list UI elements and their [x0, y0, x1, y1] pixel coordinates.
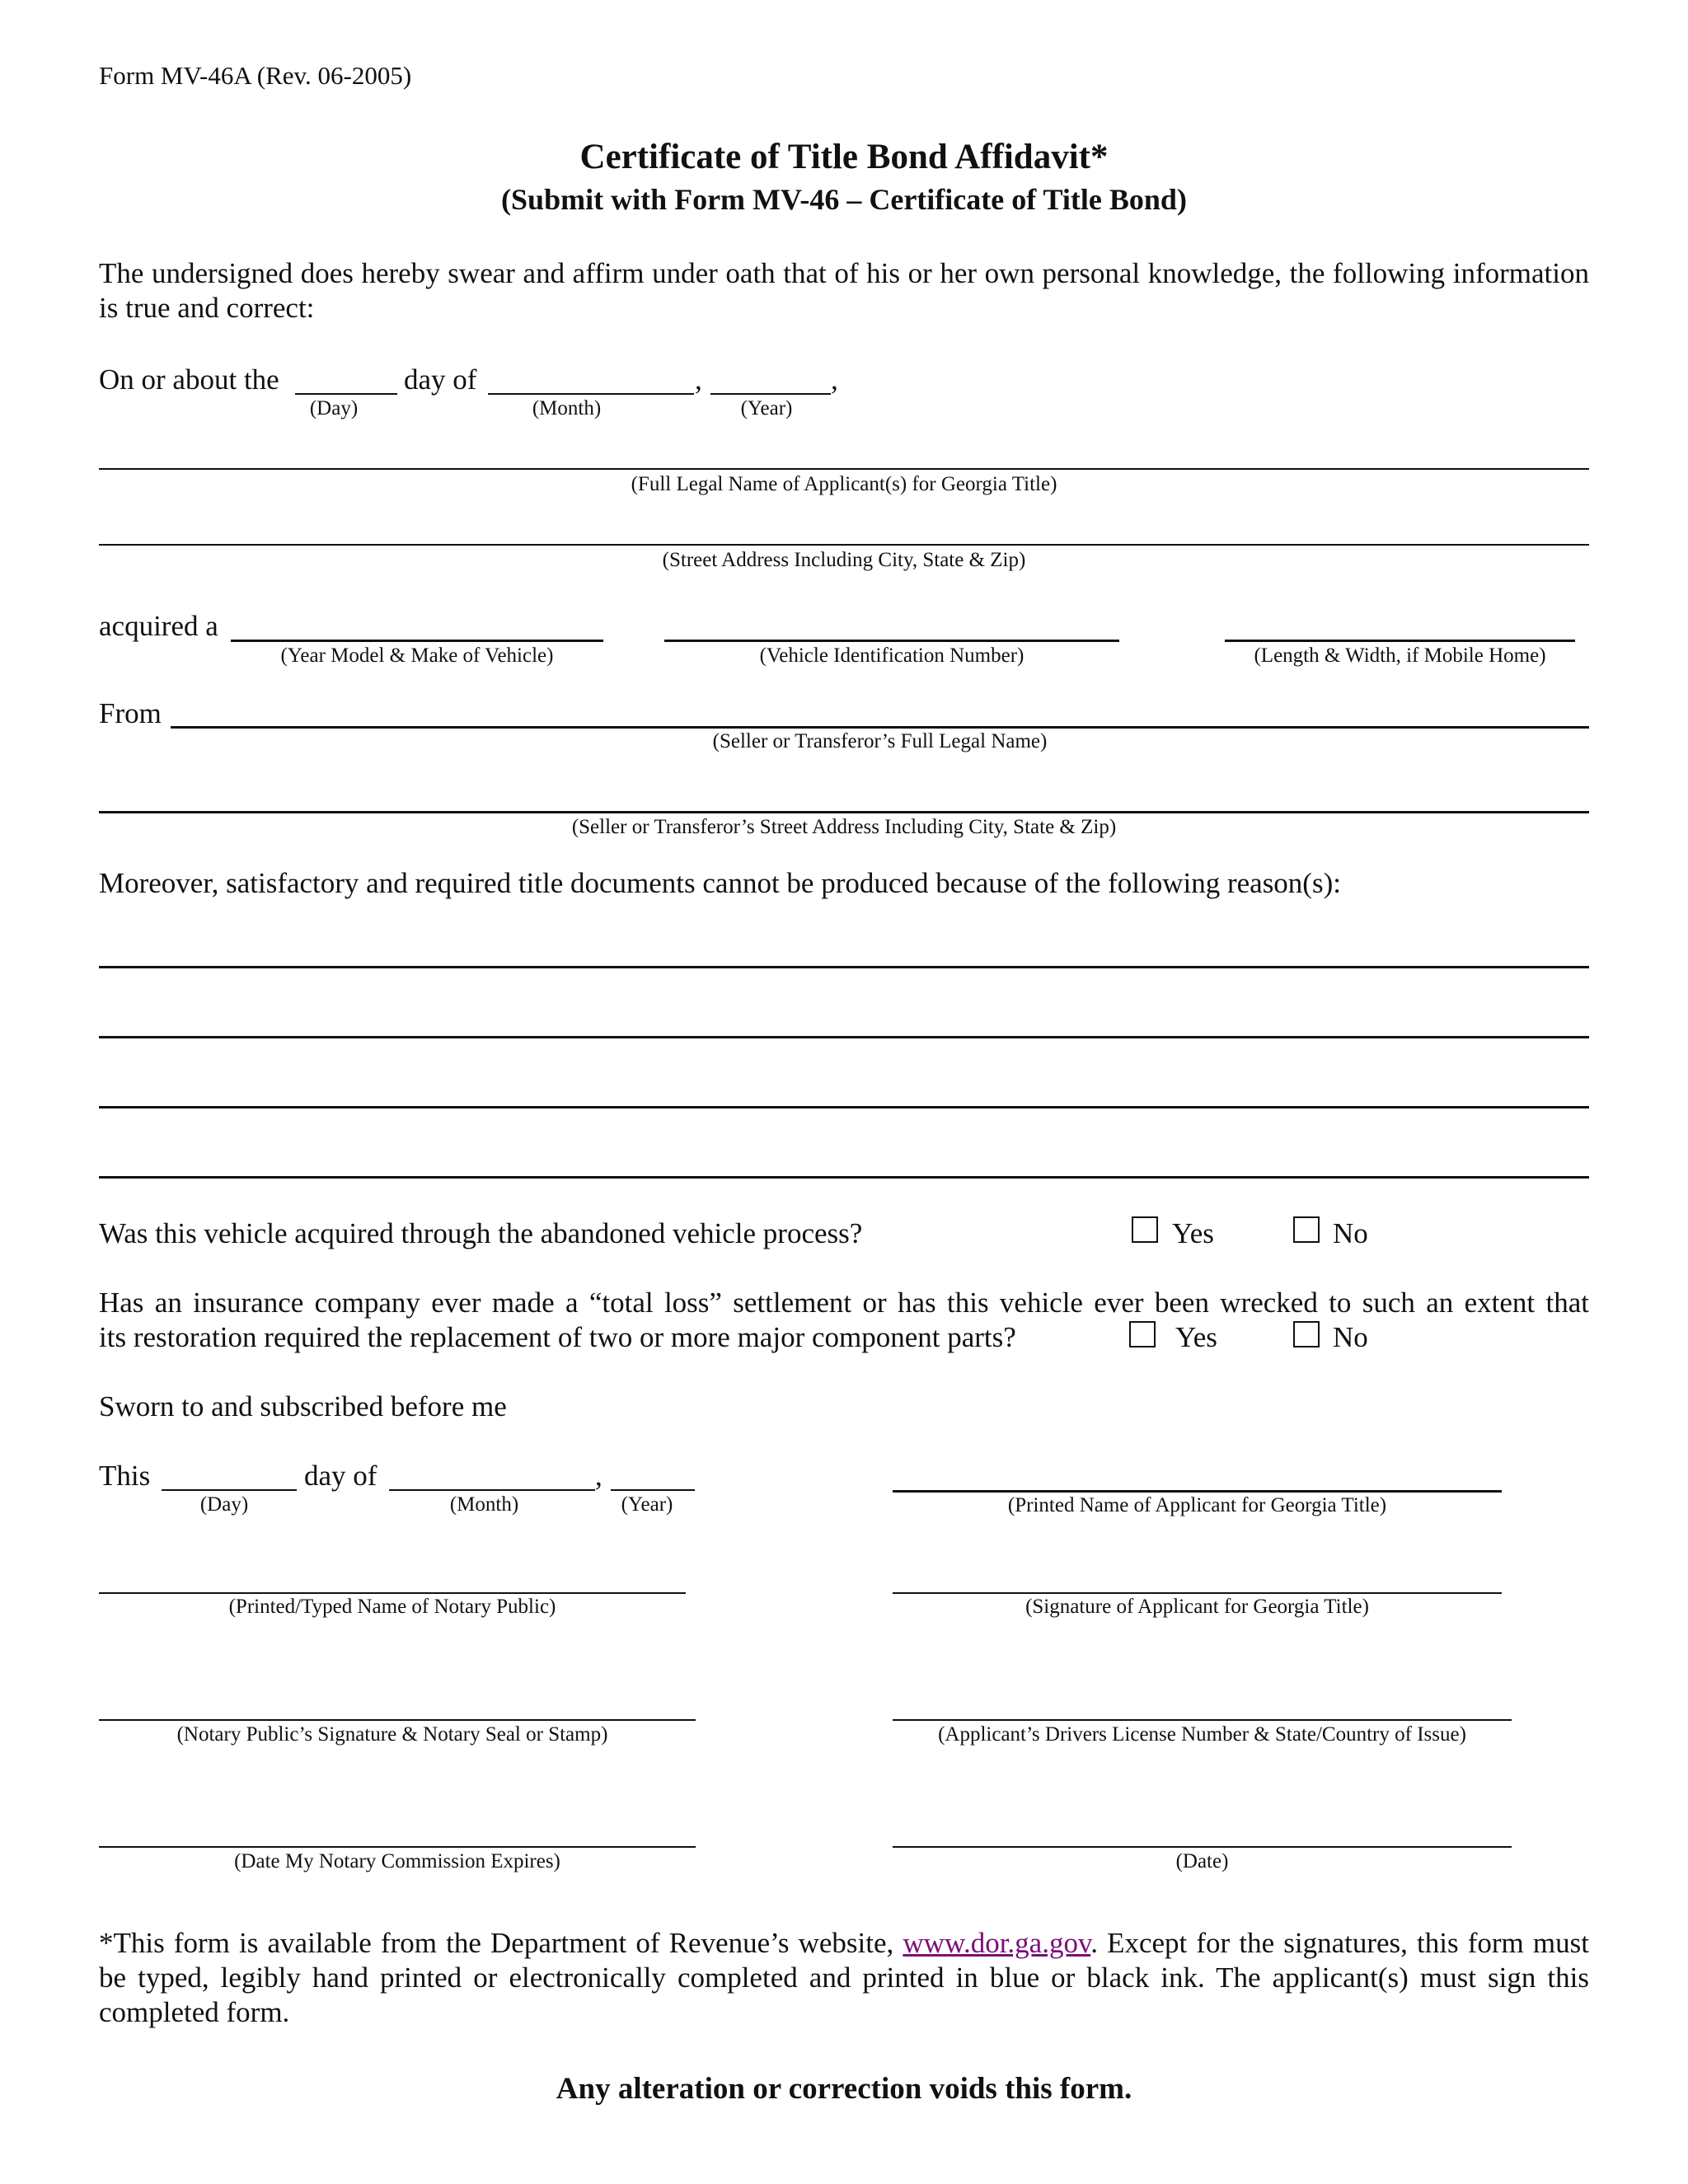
applicant-address-caption: (Street Address Including City, State & Zip) [662, 549, 1026, 571]
footnote-text: *This form is available from the Department of Revenue’s website, [99, 1927, 903, 1959]
footnote-text: . Except for the signatures, this form must be typed, legibly hand printed or electronically completed and printed in blue or black ink. The applicant(s) must sign this completed form. [99, 1927, 1589, 2028]
notary-name-caption: (Printed/Typed Name of Notary Public) [228, 1596, 556, 1618]
applicant-signature-field[interactable] [893, 1592, 1502, 1594]
year-caption: (Year) [740, 397, 793, 419]
month-field[interactable] [488, 393, 694, 395]
applicant-name-caption: (Full Legal Name of Applicant(s) for Georgia Title) [631, 473, 1057, 495]
notary-signature-caption: (Notary Public’s Signature & Notary Seal or Stamp) [176, 1723, 608, 1746]
month-caption: (Month) [532, 397, 602, 419]
date-prefix: On or about the [99, 363, 279, 396]
reason-line-3[interactable] [99, 1106, 1589, 1108]
abandoned-no-label: No [1333, 1217, 1368, 1249]
abandoned-yes-label: Yes [1172, 1217, 1214, 1249]
reason-line-4[interactable] [99, 1176, 1589, 1179]
reason-line-1[interactable] [99, 966, 1589, 968]
vin-field[interactable] [664, 640, 1119, 642]
abandoned-no-checkbox[interactable] [1293, 1216, 1320, 1243]
applicant-date-field[interactable] [893, 1846, 1512, 1848]
applicant-printed-name-field[interactable] [893, 1490, 1502, 1493]
from-label: From [99, 697, 162, 729]
notary-date-prefix: This [99, 1460, 151, 1492]
applicant-date-caption: (Date) [1175, 1850, 1229, 1872]
day-field[interactable] [295, 393, 397, 395]
total-loss-no-label: No [1333, 1321, 1368, 1353]
notary-day-caption: (Day) [199, 1493, 249, 1516]
vin-caption: (Vehicle Identification Number) [759, 644, 1025, 667]
reasons-label: Moreover, satisfactory and required title documents cannot be produced because of the following reason(s): [99, 867, 1341, 899]
applicant-address-field[interactable] [99, 544, 1589, 546]
alteration-warning: Any alteration or correction voids this form. [556, 2072, 1132, 2106]
applicant-name-field[interactable] [99, 468, 1589, 470]
day-caption: (Day) [309, 397, 359, 419]
seller-name-caption: (Seller or Transferor’s Full Legal Name) [712, 730, 1048, 752]
mobile-home-size-field[interactable] [1225, 640, 1575, 642]
total-loss-question-line2: its restoration required the replacement of two or more major component parts? [99, 1321, 1016, 1353]
total-loss-question-line1: Has an insurance company ever made a “total loss” settlement or has this vehicle ever been wrecked to such an extent that [99, 1286, 1589, 1319]
vehicle-make-field[interactable] [231, 640, 603, 642]
day-of-text: day of [404, 363, 477, 396]
dor-website-link[interactable]: www.dor.ga.gov [903, 1927, 1091, 1959]
seller-address-field[interactable] [99, 811, 1589, 813]
applicant-license-caption: (Applicant’s Drivers License Number & State/Country of Issue) [938, 1723, 1466, 1746]
form-id: Form MV-46A (Rev. 06-2005) [99, 61, 412, 90]
total-loss-yes-checkbox[interactable] [1129, 1321, 1156, 1347]
seller-name-field[interactable] [171, 726, 1589, 729]
notary-day-of-text: day of [304, 1460, 377, 1492]
page-subtitle: (Submit with Form MV-46 – Certificate of Title Bond) [501, 183, 1187, 216]
footnote-paragraph [99, 1926, 1589, 2030]
vehicle-make-caption: (Year Model & Make of Vehicle) [280, 644, 554, 667]
notary-month-caption: (Month) [449, 1493, 519, 1516]
notary-year-field[interactable] [611, 1489, 695, 1491]
comma: , [695, 363, 702, 396]
notary-day-field[interactable] [162, 1489, 297, 1491]
notary-month-field[interactable] [389, 1489, 595, 1491]
abandoned-question: Was this vehicle acquired through the abandoned vehicle process? [99, 1217, 863, 1249]
comma: , [595, 1460, 603, 1492]
notary-name-field[interactable] [99, 1592, 686, 1594]
acquired-label: acquired a [99, 610, 218, 642]
sworn-text: Sworn to and subscribed before me [99, 1390, 507, 1422]
notary-year-caption: (Year) [621, 1493, 673, 1516]
total-loss-no-checkbox[interactable] [1293, 1321, 1320, 1347]
reason-line-2[interactable] [99, 1036, 1589, 1038]
notary-expiration-field[interactable] [99, 1846, 696, 1848]
notary-signature-field[interactable] [99, 1719, 696, 1721]
applicant-signature-caption: (Signature of Applicant for Georgia Title) [1025, 1596, 1369, 1618]
abandoned-yes-checkbox[interactable] [1132, 1216, 1158, 1243]
notary-expiration-caption: (Date My Notary Commission Expires) [234, 1850, 560, 1872]
page-title: Certificate of Title Bond Affidavit* [579, 138, 1109, 176]
total-loss-yes-label: Yes [1175, 1321, 1217, 1353]
year-field[interactable] [710, 393, 831, 395]
comma: , [831, 363, 838, 396]
mobile-home-size-caption: (Length & Width, if Mobile Home) [1254, 644, 1546, 667]
seller-address-caption: (Seller or Transferor’s Street Address Including City, State & Zip) [571, 816, 1117, 838]
applicant-printed-name-caption: (Printed Name of Applicant for Georgia Title) [1007, 1494, 1387, 1516]
applicant-license-field[interactable] [893, 1719, 1512, 1721]
intro-paragraph: The undersigned does hereby swear and affirm under oath that of his or her own personal knowledge, the following information is true and correct: [99, 257, 1589, 324]
